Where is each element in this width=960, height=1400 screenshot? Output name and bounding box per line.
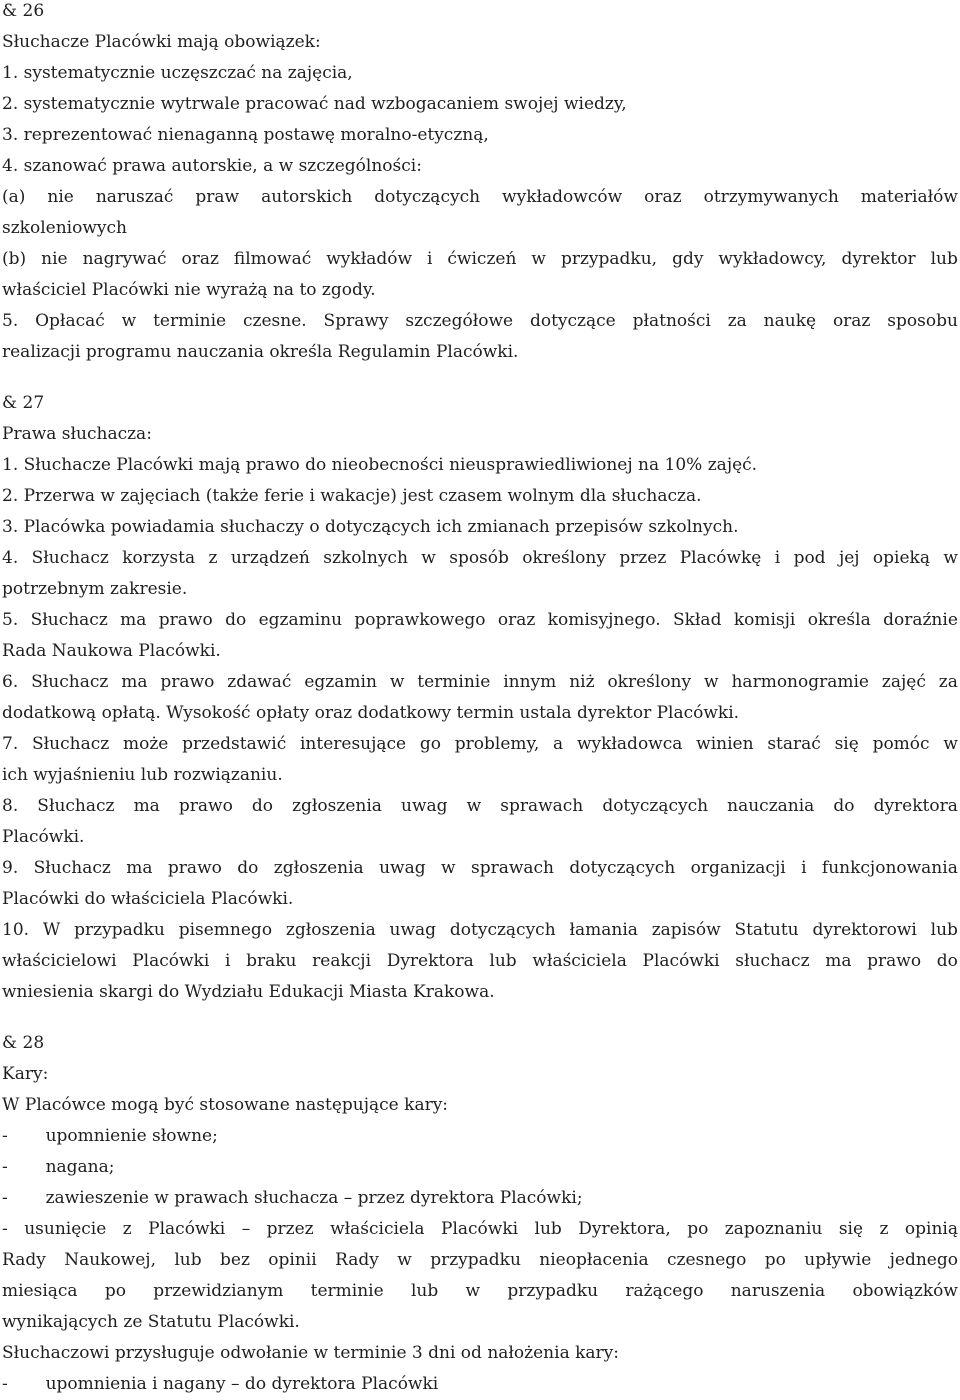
text-line: potrzebnym zakresie.: [2, 579, 188, 599]
word: 5.: [2, 311, 19, 331]
word: terminie: [310, 1281, 384, 1301]
word: bez: [220, 1250, 250, 1270]
word: (b): [2, 249, 27, 269]
word: wykładowców: [502, 187, 623, 207]
text-line: 1. systematycznie uczęszczać na zajęcia,: [2, 63, 353, 83]
text-line: [2, 667, 958, 698]
word: właściciela: [532, 951, 627, 971]
text-line: - nagana;: [2, 1157, 115, 1177]
text-line: [2, 791, 958, 822]
word: opieką: [872, 548, 930, 568]
word: urządzeń: [230, 548, 310, 568]
word: naruszać: [95, 187, 174, 207]
word: zapoznaniu: [724, 1219, 823, 1239]
word: przez: [266, 1219, 314, 1239]
word: lub: [930, 249, 958, 269]
word: ma: [121, 672, 148, 692]
text-line: wynikających ze Statutu Placówki.: [2, 1312, 300, 1332]
word: w: [531, 249, 546, 269]
text-line: 4. szanować prawa autorskie, a w szczególności:: [2, 156, 422, 176]
word: do: [237, 858, 259, 878]
word: naruszenia: [730, 1281, 826, 1301]
word: 5.: [2, 610, 19, 630]
word: w: [389, 672, 405, 692]
text-line: [2, 915, 958, 946]
word: i: [224, 951, 231, 971]
word: nagrywać: [82, 249, 167, 269]
text-line: [2, 1245, 958, 1276]
word: 10.: [2, 920, 30, 940]
word: i: [427, 249, 433, 269]
word: Słuchacz: [32, 734, 110, 754]
word: z: [122, 1219, 132, 1239]
word: czesnego: [667, 1250, 747, 1270]
word: do: [833, 796, 855, 816]
word: prawo: [158, 610, 213, 630]
word: właściciela: [330, 1219, 425, 1239]
word: naukę: [763, 311, 817, 331]
word: organizacji: [690, 858, 786, 878]
word: sprawach: [500, 796, 584, 816]
word: uwag: [401, 796, 448, 816]
word: otrzymywanych: [703, 187, 839, 207]
word: problemy,: [454, 734, 540, 754]
word: przypadku: [430, 1250, 521, 1270]
word: starać: [767, 734, 821, 754]
word: za: [727, 311, 747, 331]
word: 9.: [2, 858, 19, 878]
text-line: [2, 729, 958, 760]
word: komisyjnego.: [547, 610, 661, 630]
word: -: [2, 1219, 8, 1239]
word: 6.: [2, 672, 19, 692]
word: prawo: [867, 951, 922, 971]
word: sprawach: [470, 858, 554, 878]
word: upływie: [804, 1250, 872, 1270]
word: dotyczących: [374, 187, 481, 207]
word: pisemnego: [178, 920, 273, 940]
word: przedstawić: [182, 734, 287, 754]
text-line: 2. systematycznie wytrwale pracować nad wzbogacaniem swojej wiedzy,: [2, 94, 627, 114]
text-line: Kary:: [2, 1064, 49, 1084]
word: po: [764, 1250, 786, 1270]
word: lub: [174, 1250, 202, 1270]
word: i: [801, 858, 807, 878]
word: reakcji: [312, 951, 372, 971]
word: określa: [807, 610, 871, 630]
word: terminie: [153, 311, 227, 331]
word: sposobu: [887, 311, 958, 331]
text-line: - upomnienie słowne;: [2, 1126, 218, 1146]
word: terminie: [417, 672, 491, 692]
word: Placówki: [642, 951, 720, 971]
word: braku: [246, 951, 297, 971]
word: łamania: [569, 920, 638, 940]
word: jednego: [889, 1250, 958, 1270]
word: nieopłacenia: [539, 1250, 649, 1270]
word: filmować: [233, 249, 312, 269]
word: szkolnych: [323, 548, 408, 568]
word: Słuchacz: [31, 548, 109, 568]
word: 8.: [2, 796, 19, 816]
text-line: właściciel Placówki nie wyrażą na to zgody.: [2, 280, 376, 300]
word: pod: [793, 548, 826, 568]
word: Skład: [672, 610, 722, 630]
word: w: [466, 796, 482, 816]
word: Rady: [2, 1250, 46, 1270]
word: pomóc: [872, 734, 930, 754]
word: określony: [607, 672, 692, 692]
word: czesne.: [242, 311, 307, 331]
word: po: [104, 1281, 126, 1301]
text-line: 3. reprezentować nienaganną postawę moralno-etyczną,: [2, 125, 489, 145]
word: Placówki: [148, 1219, 226, 1239]
word: poprawkowego: [354, 610, 486, 630]
word: uwag: [389, 920, 437, 940]
word: egzamin: [304, 672, 377, 692]
word: wykładowca: [576, 734, 683, 754]
word: przewidzianym: [153, 1281, 284, 1301]
text-line: szkoleniowych: [2, 218, 127, 238]
word: lub: [930, 920, 958, 940]
text-line: [2, 543, 958, 574]
word: egzaminu: [258, 610, 343, 630]
word: ma: [133, 796, 160, 816]
word: komisji: [733, 610, 796, 630]
word: ma: [120, 610, 147, 630]
word: w: [121, 311, 137, 331]
word: go: [419, 734, 442, 754]
text-line: Placówki.: [2, 827, 85, 847]
text-line: 2. Przerwa w zajęciach (także ferie i wakacje) jest czasem wolnym dla słuchacza.: [2, 486, 702, 506]
word: (a): [2, 187, 26, 207]
word: Opłacać: [35, 311, 105, 331]
word: Słuchacz: [37, 796, 115, 816]
word: przypadku: [507, 1281, 599, 1301]
word: dotyczących: [602, 796, 709, 816]
word: niż: [569, 672, 595, 692]
word: w: [704, 672, 719, 692]
word: z: [208, 548, 218, 568]
word: szczegółowe: [405, 311, 514, 331]
word: zajęć: [881, 672, 926, 692]
word: do: [936, 951, 958, 971]
word: Słuchacz: [33, 858, 111, 878]
text-line: W Placówce mogą być stosowane następujące kary:: [2, 1095, 449, 1115]
text-line: [2, 1214, 958, 1245]
word: zgłoszenia: [292, 796, 382, 816]
word: Sprawy: [323, 311, 389, 331]
text-line: & 28: [2, 1033, 45, 1053]
word: oraz: [832, 311, 871, 331]
word: rażącego: [625, 1281, 704, 1301]
word: lub: [534, 1219, 562, 1239]
word: uwag: [379, 858, 426, 878]
word: Naukowej,: [64, 1250, 156, 1270]
word: się: [834, 734, 859, 754]
word: zapisów: [651, 920, 721, 940]
word: Statutu: [734, 920, 799, 940]
word: 7.: [2, 734, 19, 754]
word: oraz: [181, 249, 219, 269]
word: lub: [410, 1281, 439, 1301]
word: ma: [126, 858, 153, 878]
word: dyrektor: [841, 249, 916, 269]
word: zgłoszenia: [273, 858, 364, 878]
word: Rady: [335, 1250, 379, 1270]
word: w: [943, 548, 958, 568]
word: za: [938, 672, 958, 692]
word: w: [465, 1281, 481, 1301]
word: ćwiczeń: [447, 249, 517, 269]
word: Słuchacz: [30, 610, 108, 630]
word: wykładów: [326, 249, 413, 269]
word: dyrektorowi: [812, 920, 917, 940]
word: w: [421, 548, 436, 568]
word: wykładowcy,: [718, 249, 827, 269]
word: ma: [825, 951, 852, 971]
word: przez: [619, 548, 667, 568]
word: innym: [503, 672, 557, 692]
word: dotyczących: [569, 858, 676, 878]
text-line: & 27: [2, 393, 45, 413]
word: do: [225, 610, 247, 630]
word: nie: [47, 187, 74, 207]
word: dotyczące: [529, 311, 616, 331]
text-line: wniesienia skargi do Wydziału Edukacji Miasta Krakowa.: [2, 982, 495, 1002]
word: opinią: [904, 1219, 958, 1239]
text-line: Słuchacze Placówki mają obowiązek:: [2, 32, 321, 52]
word: słuchacz: [735, 951, 810, 971]
word: oraz: [497, 610, 536, 630]
word: się: [838, 1219, 864, 1239]
word: sposób: [449, 548, 509, 568]
word: Dyrektora: [386, 951, 474, 971]
word: dotyczących: [449, 920, 556, 940]
word: przypadku: [74, 920, 165, 940]
text-line: [2, 605, 958, 636]
word: prawo: [178, 796, 233, 816]
word: do: [251, 796, 274, 816]
text-line: [2, 853, 958, 884]
text-line: [2, 946, 958, 977]
word: zgłoszenia: [285, 920, 376, 940]
word: prawo: [160, 672, 215, 692]
word: dyrektora: [873, 796, 958, 816]
word: winien: [696, 734, 754, 754]
text-line: [2, 1276, 958, 1307]
word: nauczania: [727, 796, 815, 816]
word: obowiązków: [852, 1281, 958, 1301]
word: zdawać: [227, 672, 292, 692]
word: interesujące: [299, 734, 407, 754]
word: po: [687, 1219, 709, 1239]
word: –: [241, 1219, 251, 1239]
word: miesiąca: [2, 1281, 78, 1301]
word: Placówki: [132, 951, 210, 971]
word: praw: [195, 187, 240, 207]
word: doraźnie: [883, 610, 958, 630]
word: oraz: [644, 187, 682, 207]
text-line: & 26: [2, 1, 45, 21]
word: harmonogramie: [731, 672, 869, 692]
word: płatności: [632, 311, 711, 331]
word: nie: [41, 249, 68, 269]
text-line: 3. Placówka powiadamia słuchaczy o dotyczących ich zmianach przepisów szkolnych.: [2, 517, 739, 537]
word: Dyrektora,: [578, 1219, 671, 1239]
word: gdy: [672, 249, 704, 269]
word: usunięcie: [24, 1219, 107, 1239]
text-line: realizacji programu nauczania określa Regulamin Placówki.: [2, 342, 519, 362]
word: autorskich: [261, 187, 353, 207]
text-line: Rada Naukowa Placówki.: [2, 641, 221, 661]
word: materiałów: [860, 187, 958, 207]
word: przypadku,: [560, 249, 658, 269]
word: jej: [838, 548, 860, 568]
word: określony: [522, 548, 606, 568]
text-line: [2, 244, 958, 275]
word: z: [879, 1219, 889, 1239]
word: w: [397, 1250, 412, 1270]
word: Słuchacz: [31, 672, 109, 692]
text-line: [2, 182, 958, 213]
word: 4.: [2, 548, 19, 568]
text-line: dodatkową opłatą. Wysokość opłaty oraz dodatkowy termin ustala dyrektor Placówki.: [2, 703, 740, 723]
word: W: [42, 920, 61, 940]
word: i: [774, 548, 781, 568]
text-line: Słuchaczowi przysługuje odwołanie w terminie 3 dni od nałożenia kary:: [2, 1343, 619, 1363]
word: Placówki: [441, 1219, 519, 1239]
word: w: [943, 734, 958, 754]
word: w: [441, 858, 456, 878]
word: funkcjonowania: [821, 858, 958, 878]
text-line: [2, 306, 958, 337]
word: korzysta: [122, 548, 196, 568]
word: właścicielowi: [2, 951, 117, 971]
word: Placówkę: [679, 548, 762, 568]
text-line: 1. Słuchacze Placówki mają prawo do nieobecności nieusprawiedliwionej na 10% zajęć.: [2, 455, 758, 475]
text-line: Prawa słuchacza:: [2, 424, 152, 444]
word: lub: [489, 951, 517, 971]
word: a: [553, 734, 564, 754]
text-line: ich wyjaśnieniu lub rozwiązaniu.: [2, 765, 283, 785]
text-line: - upomnienia i nagany – do dyrektora Placówki: [2, 1374, 439, 1394]
word: może: [122, 734, 169, 754]
word: opinii: [268, 1250, 317, 1270]
text-line: - zawieszenie w prawach słuchacza – przez dyrektora Placówki;: [2, 1188, 583, 1208]
text-line: Placówki do właściciela Placówki.: [2, 889, 294, 909]
word: prawo: [167, 858, 222, 878]
